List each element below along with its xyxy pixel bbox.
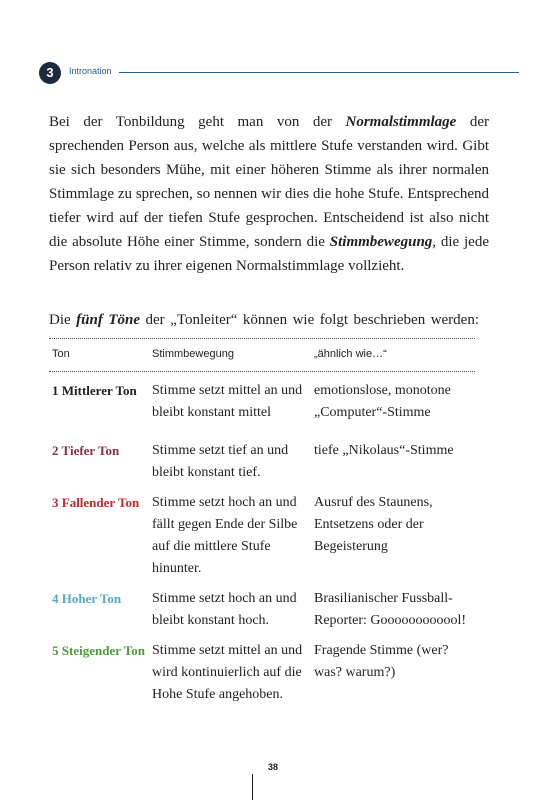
chapter-title: Intronation xyxy=(69,66,112,76)
tone-example: Brasilianischer Fussball-Reporter: Goooooooooool! xyxy=(314,591,467,628)
tone-name: 3 Fallender Ton xyxy=(52,495,140,510)
page-number-rule xyxy=(252,774,253,800)
intro-text-3: , die jede Person relativ zu ihrer eigenen Normalstimmlage vollzieht. xyxy=(49,234,489,274)
chapter-number-badge: 3 xyxy=(39,62,61,84)
intro-text-1: Bei der Tonbildung geht man von der xyxy=(49,114,346,130)
tone-description: Stimme setzt tief an und bleibt konstant tief. xyxy=(152,443,289,480)
tone-name: 4 Hoher Ton xyxy=(52,591,122,606)
tone-example: Fragende Stimme (wer? was? warum?) xyxy=(314,643,449,680)
intro-emphasis-normalstimmlage: Normalstimmlage xyxy=(345,114,457,130)
table-intro-emphasis: fünf Töne xyxy=(76,312,141,328)
tone-example: emotionslose, monotone „Computer“-Stimme xyxy=(314,383,451,420)
header-ton: Ton xyxy=(52,348,70,360)
intro-text-2: der sprechenden Person aus, welche als mittlere Stufe verstanden wird. Gibt sie sich besonders Mühe, mit einer höheren Stimme als ihrer normalen Stimmlage zu sprechen, so nennen wir dies die hohe Stufe. Entsprechend tiefer wird auf der tiefen Stufe gesprochen. Entscheidend ist also nicht die absolute Höhe einer Stimme, sondern die xyxy=(49,114,490,250)
table-intro-text-1: Die xyxy=(49,312,77,328)
tone-description: Stimme setzt hoch an und bleibt konstant hoch. xyxy=(152,591,297,628)
table-header-row xyxy=(49,338,475,372)
table-intro-sentence xyxy=(49,312,479,329)
tone-example: tiefe „Nikolaus“-Stimme xyxy=(314,443,454,458)
chapter-rule xyxy=(119,72,519,73)
page-number: 38 xyxy=(267,762,278,772)
chapter-header xyxy=(39,62,519,84)
tone-name: 5 Steigender Ton xyxy=(52,643,145,658)
tone-description: Stimme setzt hoch an und fällt gegen Ende der Silbe auf die mittlere Stufe hinunter. xyxy=(152,495,298,576)
table-intro-text-2: der „Tonleiter“ können wie folgt beschrieben werden: xyxy=(140,312,479,328)
tone-name: 1 Mittlerer Ton xyxy=(52,383,137,398)
tone-example: Ausruf des Staunens, Entsetzens oder der Begeisterung xyxy=(314,495,433,554)
header-stimmbewegung: Stimmbewegung xyxy=(152,348,234,360)
tone-description: Stimme setzt mittel an und bleibt konstant mittel xyxy=(152,383,303,420)
tone-name: 2 Tiefer Ton xyxy=(52,443,120,458)
header-aehnlich-wie: „ähnlich wie…“ xyxy=(314,348,387,360)
intro-emphasis-stimmbewegung: Stimmbewegung xyxy=(329,234,433,250)
tone-description: Stimme setzt mittel an und wird kontinuierlich auf die Hohe Stufe angehoben. xyxy=(152,643,303,702)
tone-table xyxy=(49,338,475,702)
intro-paragraph xyxy=(49,110,489,278)
